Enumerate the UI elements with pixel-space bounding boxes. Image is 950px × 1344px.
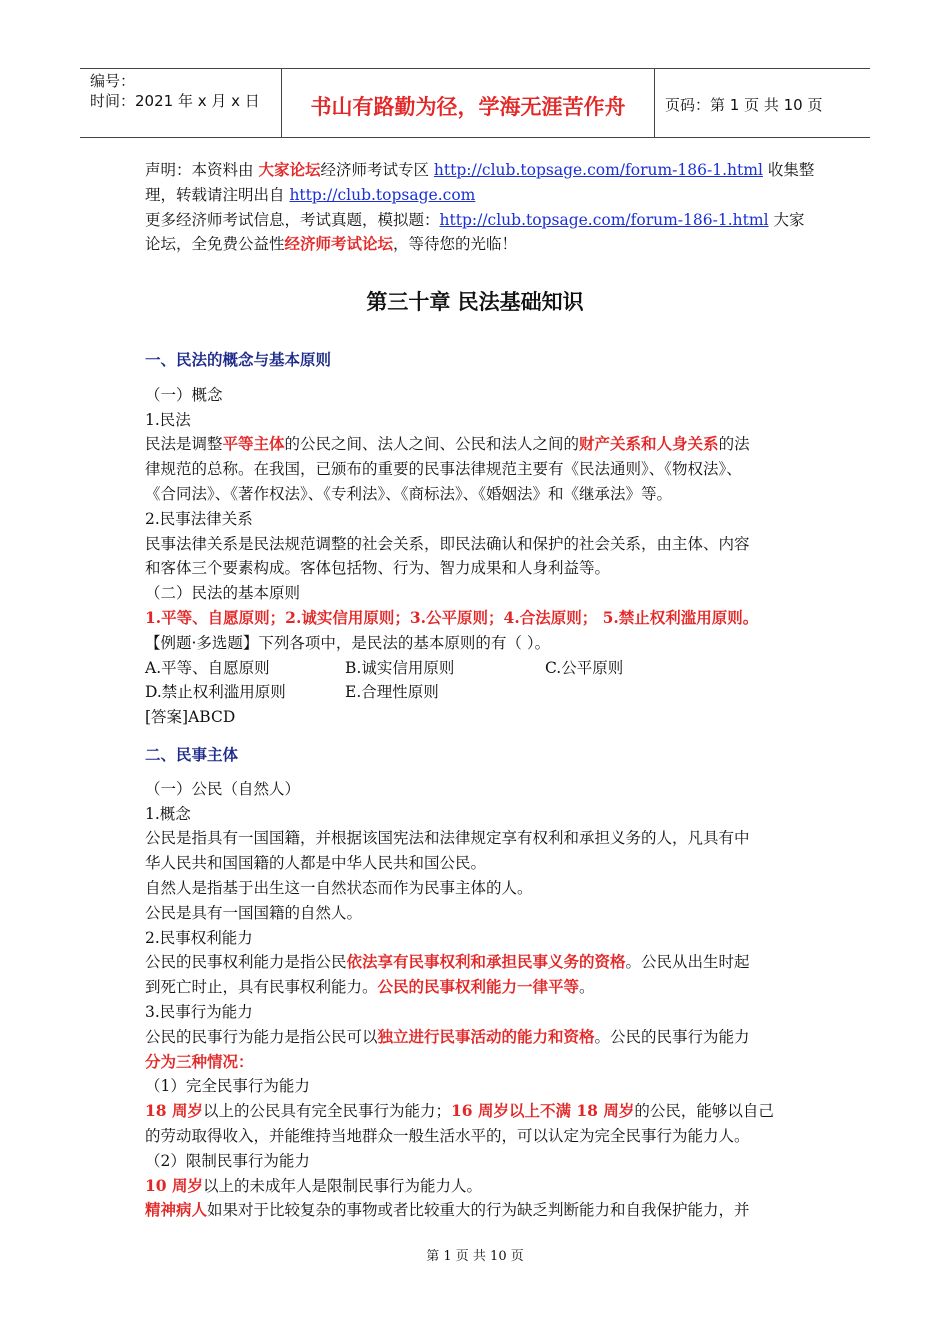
- subheading: （二）民法的基本原则: [145, 584, 301, 603]
- paragraph-line: [145, 1025, 815, 1050]
- item-heading: 2.民事法律关系: [145, 509, 253, 528]
- paragraph-line: 公民是具有一国国籍的自然人。: [145, 903, 363, 922]
- text: 声明：本资料由: [145, 161, 259, 179]
- text: 的公民之间、法人之间、公民和法人之间的: [284, 435, 580, 454]
- paragraph-line: 民事法律关系是民法规范调整的社会关系，即民法确认和保护的社会关系，由主体、内容: [145, 534, 750, 553]
- paragraph-line: 分为三种情况：: [145, 1051, 254, 1071]
- header-motto-cell: [281, 69, 655, 137]
- text: 。: [579, 978, 595, 997]
- site-link[interactable]: http://club.topsage.com: [289, 185, 476, 204]
- paragraph-line: 和客体三个要素构成。客体包括物、行为、智力成果和人身利益等。: [145, 559, 611, 578]
- answer: [答案]ABCD: [145, 708, 236, 727]
- highlight: 平等主体: [222, 434, 285, 454]
- paragraph-line: 《合同法》、《著作权法》、《专利法》、《商标法》、《婚姻法》和《继承法》等。: [145, 484, 673, 503]
- text: 如果对于比较复杂的事物或者比较重大的行为缺乏判断能力和自我保护能力，并: [207, 1201, 750, 1220]
- highlight: 依法享有民事权利和承担民事义务的资格: [346, 952, 626, 972]
- header-table: [80, 68, 870, 138]
- item-heading: 1.概念: [145, 804, 191, 823]
- option-b: B.诚实信用原则: [345, 658, 455, 677]
- subheading: （一）公民（自然人）: [145, 779, 301, 798]
- forum-name: 大家论坛: [258, 160, 321, 179]
- case-heading: （1）完全民事行为能力: [145, 1077, 310, 1096]
- paragraph-line: 华人民共和国国籍的人都是中华人民共和国公民。: [145, 854, 487, 873]
- section-2: [145, 743, 815, 1223]
- page-label: 页码：第 1 页 共 10 页: [665, 96, 823, 114]
- paragraph-line: 律规范的总称。在我国，已颁布的重要的民事法律规范主要有《民法通则》、《物权法》、: [145, 460, 742, 479]
- option-a: A.平等、自愿原则: [145, 658, 270, 677]
- page-footer: 第 1 页 共 10 页: [426, 1249, 524, 1264]
- paragraph-line: [145, 432, 815, 457]
- option-c: C.公平原则: [545, 658, 624, 677]
- time-label: 时间：2021 年 x 月 x 日: [90, 92, 260, 110]
- options-row-1: [145, 656, 815, 681]
- text: 收集整: [762, 161, 815, 179]
- option-e: E.合理性原则: [345, 683, 439, 702]
- text: 公民的民事行为能力是指公民可以: [145, 1027, 378, 1046]
- paragraph-line: 的劳动取得收入，并能维持当地群众一般生活水平的，可以认定为完全民事行为能力人。: [145, 1126, 750, 1145]
- text: 。公民的民事行为能力: [594, 1027, 750, 1046]
- declaration-line-2: [145, 183, 815, 208]
- text: 理，转载请注明出自: [145, 185, 290, 204]
- text: 到死亡时止，具有民事权利能力。: [145, 978, 378, 997]
- declaration-line-4: [145, 232, 815, 257]
- header-meta-cell: [80, 69, 280, 137]
- text: 更多经济师考试信息，考试真题，模拟题：: [145, 210, 440, 229]
- text: 经济师考试专区: [320, 161, 434, 179]
- section-1: [145, 348, 815, 730]
- text: 的公民，能够以自己: [634, 1102, 774, 1121]
- motto: 书山有路勤为径，学海无涯苦作舟: [310, 95, 626, 119]
- highlight: 独立进行民事活动的能力和资格: [377, 1026, 595, 1046]
- highlight: 公民的民事权利能力一律平等: [377, 977, 580, 997]
- paragraph-line: [145, 1198, 815, 1223]
- option-d: D.禁止权利滥用原则: [145, 683, 286, 702]
- item-heading: 1.民法: [145, 410, 191, 429]
- example-question: 【例题·多选题】下列各项中，是民法的基本原则的有（ ）。: [145, 633, 551, 652]
- section-heading: 二、民事主体: [145, 746, 239, 764]
- highlight: 10 周岁: [145, 1175, 203, 1195]
- highlight: 精神病人: [145, 1200, 208, 1220]
- options-row-2: [145, 680, 815, 705]
- paragraph-line: [145, 950, 815, 975]
- header-page-cell: [655, 69, 870, 137]
- highlight: 财产关系和人身关系: [579, 434, 719, 454]
- body-content: [145, 158, 815, 257]
- chapter-title: 第三十章 民法基础知识: [366, 290, 584, 314]
- text: 大家: [768, 210, 805, 229]
- paragraph-line: 公民是指具有一国国籍，并根据该国宪法和法律规定享有权利和承担义务的人，凡具有中: [145, 829, 750, 848]
- text: 公民的民事权利能力是指公民: [145, 953, 347, 972]
- section-heading: 一、民法的概念与基本原则: [145, 351, 332, 369]
- paragraph-line: 自然人是指基于出生这一自然状态而作为民事主体的人。: [145, 878, 533, 897]
- highlight: 18 周岁: [145, 1101, 203, 1121]
- case-heading: （2）限制民事行为能力: [145, 1151, 310, 1170]
- forum-highlight: 经济师考试论坛: [284, 234, 394, 254]
- declaration-line-1: [145, 158, 815, 183]
- principles-list: 1.平等、自愿原则；2.诚实信用原则；3.公平原则；4.合法原则； 5.禁止权利滥用原则。: [145, 607, 759, 627]
- paragraph-line: [145, 1099, 815, 1124]
- number-label: 编号：: [90, 72, 136, 90]
- subheading: （一）概念: [145, 385, 223, 404]
- forum-link[interactable]: http://club.topsage.com/forum-186-1.html: [433, 161, 763, 179]
- text: 论坛，全免费公益性: [145, 235, 285, 254]
- text: 的法: [718, 435, 750, 454]
- text: 以上的公民具有完全民事行为能力；: [202, 1102, 451, 1121]
- text: 。公民从出生时起: [625, 953, 750, 972]
- item-heading: 3.民事行为能力: [145, 1002, 253, 1021]
- text: 民法是调整: [145, 435, 223, 454]
- forum-link-2[interactable]: http://club.topsage.com/forum-186-1.html: [439, 210, 769, 229]
- declaration-line-3: [145, 208, 815, 233]
- item-heading: 2.民事权利能力: [145, 928, 253, 947]
- paragraph-line: [145, 1174, 815, 1199]
- highlight: 16 周岁以上不满 18 周岁: [450, 1101, 635, 1121]
- text: 以上的未成年人是限制民事行为能力人。: [202, 1176, 482, 1195]
- paragraph-line: [145, 975, 815, 1000]
- text: ，等待您的光临！: [393, 235, 518, 254]
